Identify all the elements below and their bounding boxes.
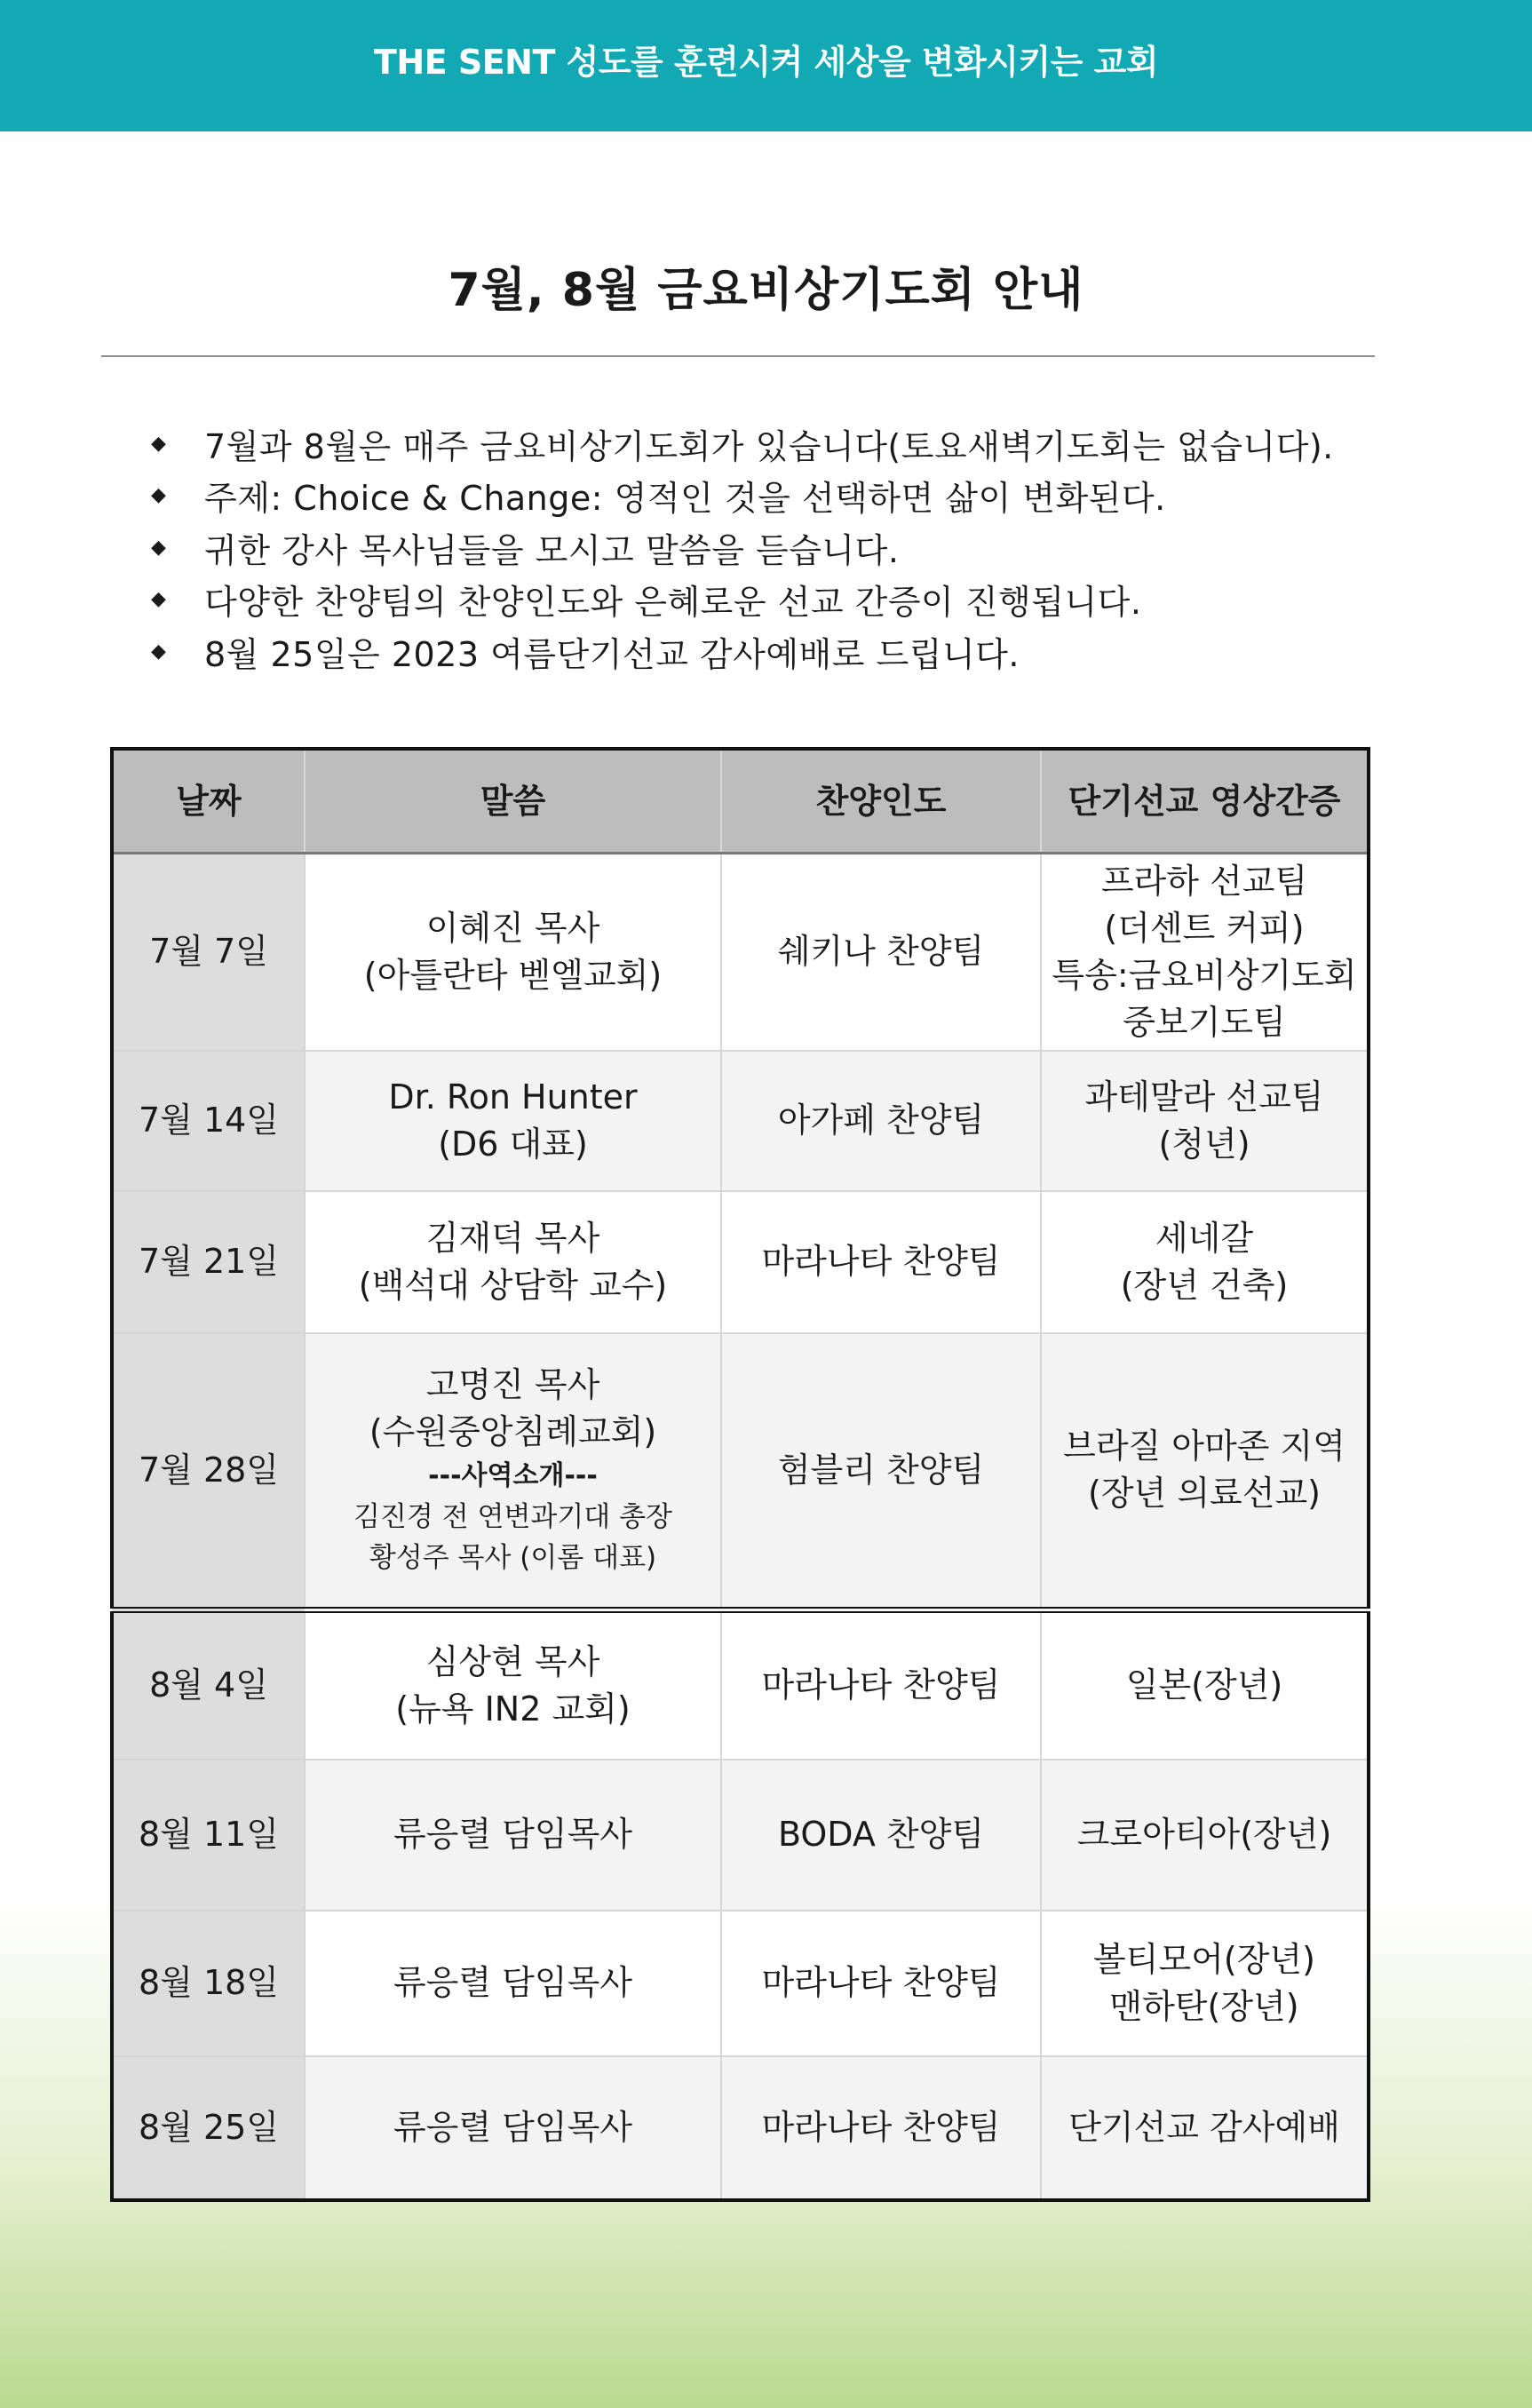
diamond-bullet-icon: ◆ (151, 484, 167, 507)
date-cell: 7월 21일 (112, 1191, 305, 1333)
mission-line: (장년 의료선교) (1088, 1474, 1321, 1514)
date-cell: 7월 14일 (112, 1051, 305, 1191)
date-cell: 8월 11일 (112, 1760, 305, 1911)
mission-line: 중보기도팀 (1123, 1002, 1286, 1042)
page-title: 7월, 8월 금요비상기도회 안내 (448, 264, 1084, 317)
mission-line: (청년) (1158, 1124, 1250, 1164)
table-row (112, 1911, 1369, 2056)
diamond-bullet-icon: ◆ (151, 588, 167, 611)
list-item-text: 7월과 8월은 매주 금요비상기도회가 있습니다(토요새벽기도회는 없습니다). (204, 426, 1334, 466)
sermon-cell (305, 2056, 721, 2200)
diamond-bullet-icon: ◆ (151, 640, 167, 663)
sermon-cell (305, 1911, 721, 2056)
list-item (151, 574, 1334, 626)
column-header-mission: 단기선교 영상간증 (1041, 749, 1369, 854)
date-cell: 7월 28일 (112, 1333, 305, 1610)
speaker-name: 김재덕 목사 (425, 1218, 600, 1258)
worship-cell: 쉐키나 찬양팀 (721, 854, 1041, 1051)
table-row (112, 2056, 1369, 2200)
date-cell: 7월 7일 (112, 854, 305, 1051)
speaker-affiliation: (수원중앙침례교회) (369, 1412, 657, 1452)
speaker-affiliation: (백석대 상담학 교수) (358, 1265, 668, 1305)
column-header-date: 날짜 (112, 749, 305, 854)
mission-line: 특송:금요비상기도회 (1052, 955, 1357, 995)
column-header-sermon: 말씀 (305, 749, 721, 854)
worship-cell: 마라나타 찬양팀 (721, 1911, 1041, 2056)
mission-line: (장년 건축) (1120, 1265, 1289, 1305)
table-row (112, 854, 1369, 1051)
ministry-intro-note: 황성주 목사 (이롬 대표) (369, 1542, 657, 1575)
speaker-name: 고명진 목사 (425, 1365, 600, 1405)
date-cell: 8월 4일 (112, 1610, 305, 1760)
title-divider (101, 355, 1375, 357)
column-header-worship: 찬양인도 (721, 749, 1041, 854)
worship-cell: 마라나타 찬양팀 (721, 1610, 1041, 1760)
date-cell: 8월 18일 (112, 1911, 305, 2056)
speaker-name: 심상현 목사 (425, 1641, 600, 1681)
schedule-table (110, 747, 1370, 2202)
worship-cell: 마라나타 찬양팀 (721, 1191, 1041, 1333)
mission-cell (1041, 1191, 1369, 1333)
sermon-cell (305, 1333, 721, 1610)
diamond-bullet-icon: ◆ (151, 432, 167, 455)
list-item-text: 다양한 찬양팀의 찬양인도와 은혜로운 선교 간증이 진행됩니다. (204, 583, 1142, 623)
sermon-cell (305, 1191, 721, 1333)
mission-line: 단기선교 감사예배 (1068, 2107, 1340, 2147)
speaker-name: 이혜진 목사 (425, 908, 600, 948)
mission-line: 브라질 아마존 지역 (1063, 1427, 1345, 1466)
diamond-bullet-icon: ◆ (151, 536, 167, 559)
mission-cell (1041, 1610, 1369, 1760)
mission-cell (1041, 1760, 1369, 1911)
table-row (112, 1333, 1369, 1610)
ministry-intro-heading: ---사역소개--- (428, 1460, 598, 1492)
date-cell: 8월 25일 (112, 2056, 305, 2200)
list-item-text: 귀한 강사 목사님들을 모시고 말씀을 듣습니다. (204, 530, 900, 570)
mission-line: 과테말라 선교팀 (1084, 1077, 1324, 1117)
mission-line: 맨하탄(장년) (1109, 1986, 1299, 2026)
speaker-name: 류응렬 담임목사 (393, 2107, 633, 2147)
mission-cell (1041, 1911, 1369, 2056)
worship-cell: 험블리 찬양팀 (721, 1333, 1041, 1610)
speaker-affiliation: (D6 대표) (438, 1124, 588, 1164)
table-row (112, 1760, 1369, 1911)
header-banner (0, 0, 1532, 131)
mission-line: 볼티모어(장년) (1093, 1939, 1315, 1979)
list-item-text: 주제: Choice & Change: 영적인 것을 선택하면 삶이 변화된다. (204, 479, 1166, 519)
table-row (112, 1191, 1369, 1333)
mission-cell (1041, 1051, 1369, 1191)
mission-cell (1041, 1333, 1369, 1610)
table-header-row (112, 749, 1369, 854)
list-item (151, 470, 1334, 522)
mission-line: 일본(장년) (1125, 1665, 1283, 1705)
mission-line: (더센트 커피) (1104, 908, 1305, 948)
info-list (151, 417, 1334, 678)
speaker-affiliation: (아틀란타 벧엘교회) (363, 955, 663, 995)
mission-cell (1041, 854, 1369, 1051)
mission-line: 세네갈 (1155, 1218, 1254, 1258)
list-item (151, 625, 1334, 678)
worship-cell: 아가페 찬양팀 (721, 1051, 1041, 1191)
list-item (151, 417, 1334, 470)
table-row (112, 1051, 1369, 1191)
mission-line: 크로아티아(장년) (1076, 1815, 1332, 1854)
list-item (151, 521, 1334, 574)
speaker-affiliation: (뉴욕 IN2 교회) (395, 1689, 631, 1729)
sermon-cell (305, 854, 721, 1051)
sermon-cell (305, 1760, 721, 1911)
mission-cell (1041, 2056, 1369, 2200)
worship-cell: BODA 찬양팀 (721, 1760, 1041, 1911)
list-item-text: 8월 25일은 2023 여름단기선교 감사예배로 드립니다. (204, 634, 1020, 674)
worship-cell: 마라나타 찬양팀 (721, 2056, 1041, 2200)
speaker-name: 류응렬 담임목사 (393, 1963, 633, 2002)
ministry-intro-note: 김진경 전 연변과기대 총장 (353, 1501, 672, 1534)
speaker-name: Dr. Ron Hunter (388, 1077, 638, 1117)
mission-line: 프라하 선교팀 (1100, 861, 1308, 901)
sermon-cell (305, 1610, 721, 1760)
sermon-cell (305, 1051, 721, 1191)
speaker-name: 류응렬 담임목사 (393, 1815, 633, 1854)
banner-text: THE SENT 성도를 훈련시켜 세상을 변화시키는 교회 (373, 42, 1159, 82)
table-row (112, 1610, 1369, 1760)
